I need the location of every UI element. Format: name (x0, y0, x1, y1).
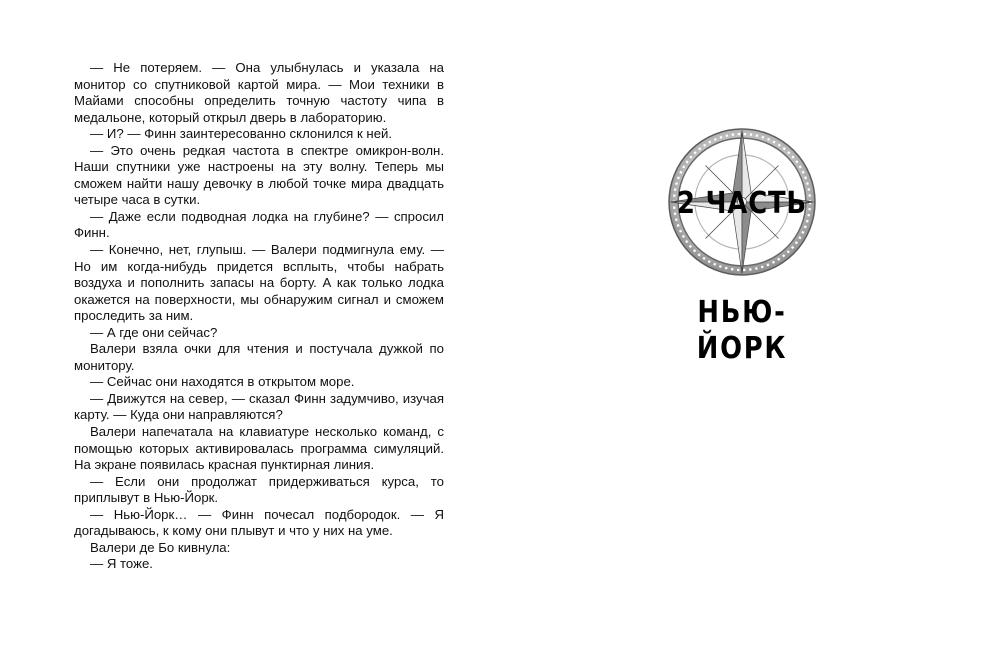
paragraph: — Не потеряем. — Она улыбнулась и указала на монитор со спутниковой картой мира. — Мои техники в Майами способны определить точную частоту чипа в медальоне, который открыл дверь в лабораторию. (74, 60, 444, 125)
chapter-title: НЬЮ-ЙОРК (696, 295, 788, 366)
paragraph: Валери де Бо кивнула: (90, 539, 231, 555)
paragraph: — Если они продолжат придерживаться курса, то приплывут в Нью-Йорк. (74, 473, 444, 506)
paragraph: — А где они сейчас? (90, 324, 218, 340)
paragraph: Валери взяла очки для чтения и постучала дужкой по монитору. (74, 341, 444, 373)
part-title: 2 ЧАСТЬ (677, 186, 807, 221)
paragraph: — Нью-Йорк… — Финн почесал подбородок. — Я догадываюсь, к кому они плывут и что у них на уме. (74, 506, 444, 539)
paragraph: — Движутся на север, — сказал Финн задумчиво, изучая карту. — Куда они направляются? (74, 390, 444, 423)
paragraph: — Я тоже. (90, 556, 153, 572)
paragraph: — И? — Финн заинтересованно склонился к ней. (90, 126, 393, 142)
paragraph: — Даже если подводная лодка на глубине? — спросил Финн. (74, 208, 444, 241)
left-page-text (74, 60, 444, 573)
paragraph: — Конечно, нет, глупыш. — Валери подмигнула ему. — Но им когда-нибудь придется всплыть, чтобы набрать воздуха и пополнить запасы на борту. А как только лодка окажется на поверхности, мы обнаружим сигнал и сможем проследить за ним. (74, 242, 444, 324)
paragraph: — Это очень редкая частота в спектре омикрон-волн. Наши спутники уже настроены на эту волну. Теперь мы сможем найти нашу девочку в любой точке мира двадцать четыре часа в сутки. (74, 142, 444, 208)
right-page-title (500, 0, 1000, 672)
paragraph: Валери напечатала на клавиатуре несколько команд, с помощью которых активировалась программа симуляций. На экране появилась красная пунктирная линия. (74, 424, 444, 473)
paragraph: — Сейчас они находятся в открытом море. (90, 374, 355, 390)
